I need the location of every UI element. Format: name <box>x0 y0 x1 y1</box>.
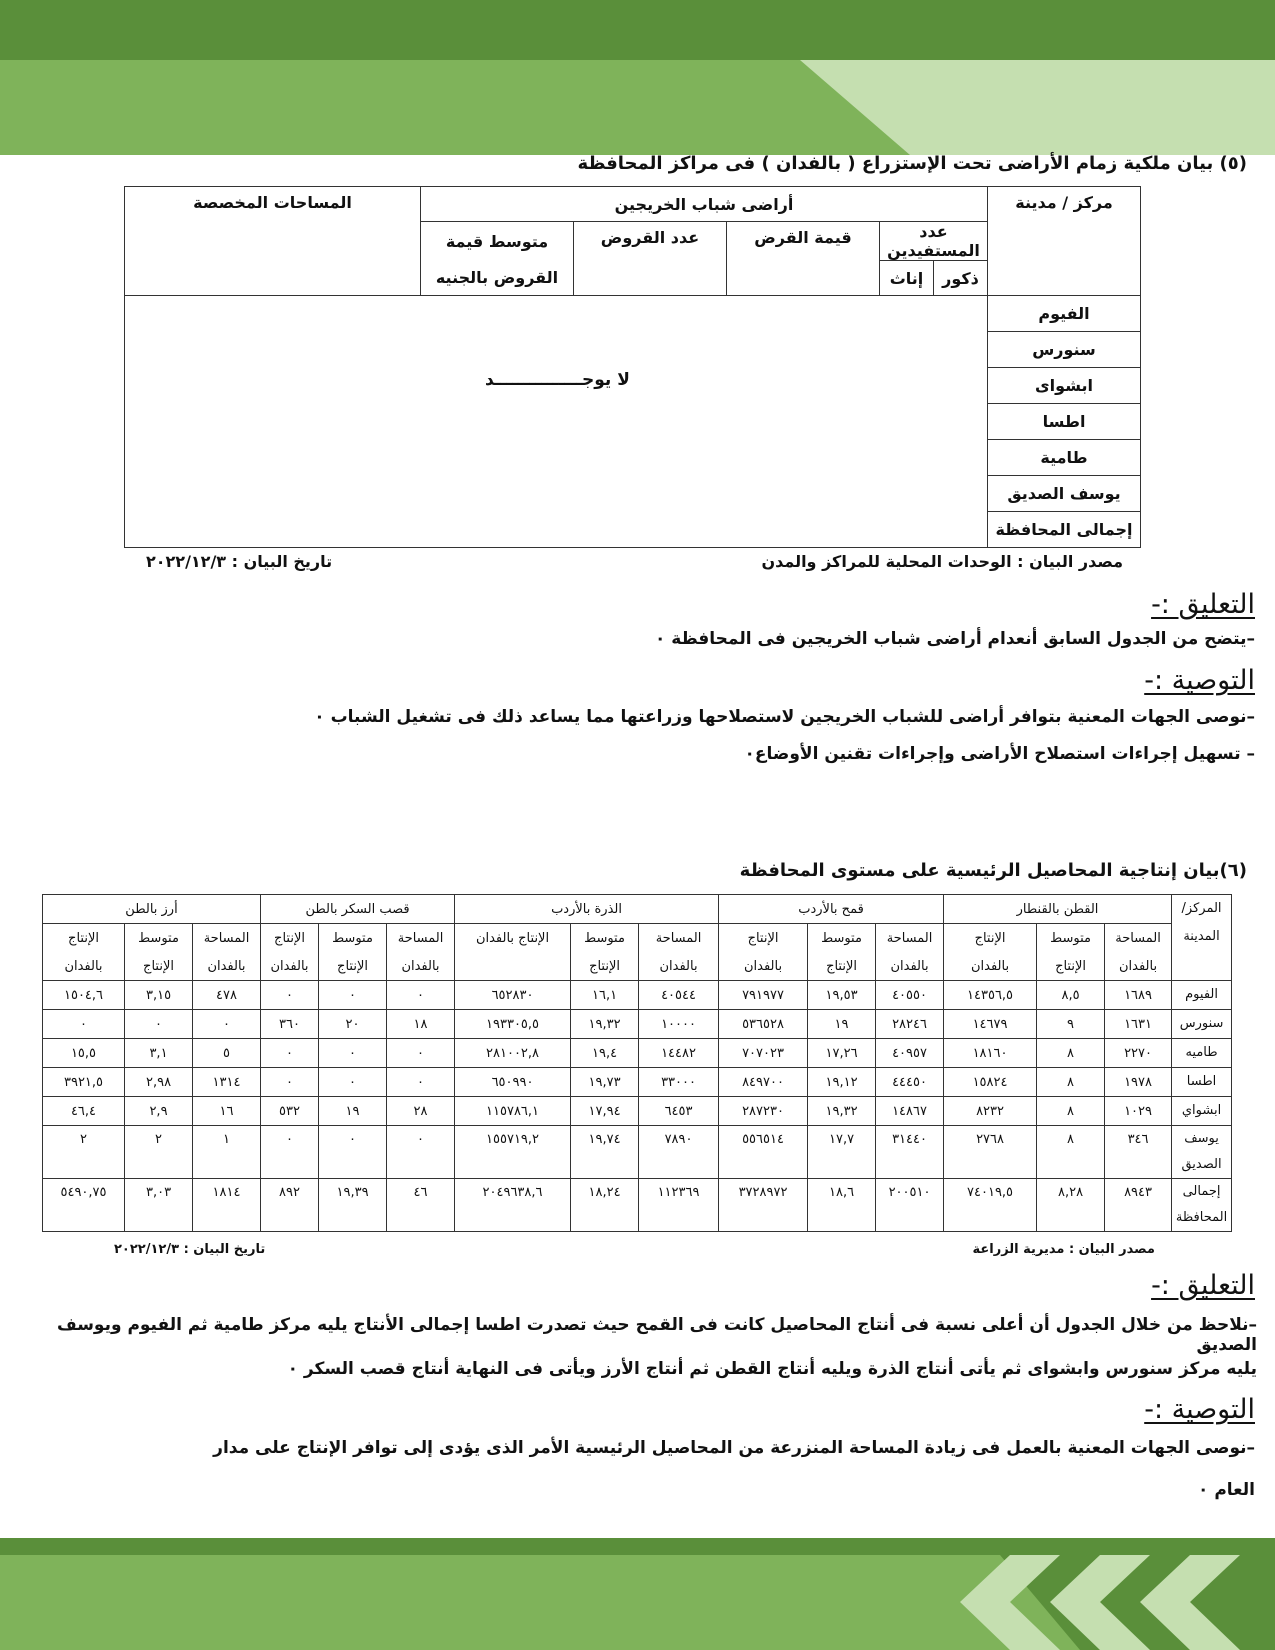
table-cell: ٤٤٤٥٠ <box>876 1068 944 1097</box>
row-center-name-1: ابشواي <box>1181 1103 1222 1118</box>
table-cell: ١٤٨٦٧ <box>876 1097 944 1126</box>
table-cell: ٧٤٠١٩,٥ <box>944 1179 1037 1232</box>
table-cell: ١ <box>193 1126 261 1179</box>
subheader-average: متوسط <box>808 924 876 953</box>
table-cell: ١٩ <box>319 1097 387 1126</box>
row-name: طامية <box>988 440 1141 476</box>
section6-recommend-heading: التوصية :- <box>1144 1394 1255 1425</box>
table-cell: ١٦ <box>193 1097 261 1126</box>
table-cell: ٨٩٢ <box>261 1179 319 1232</box>
table-cell: ١٩,٤ <box>571 1039 639 1068</box>
table-cell: ٢٢٧٠ <box>1105 1039 1172 1068</box>
table-cell: ٣٦٠ <box>261 1010 319 1039</box>
row-center-name-1: الفيوم <box>1185 987 1218 1002</box>
table-cell: ٨ <box>1037 1068 1105 1097</box>
subheader-area: المساحة <box>639 924 719 953</box>
table-row <box>43 1097 1232 1126</box>
table-cell: ٠ <box>387 1068 455 1097</box>
crop-header-sugarcane: قصب السكر بالطن <box>261 895 455 924</box>
footer-decoration <box>0 1535 1275 1650</box>
table-cell: ١٤٣٥٦,٥ <box>944 981 1037 1010</box>
subheader-production: الإنتاج <box>261 924 319 953</box>
section6-comment-heading: التعليق :- <box>1151 1270 1255 1301</box>
header-loan-value: قيمة القرض <box>727 222 880 296</box>
table-row <box>43 1179 1232 1232</box>
row-name: إجمالى المحافظة <box>988 512 1141 548</box>
table-cell: ١٣١٤ <box>193 1068 261 1097</box>
table-row <box>43 1068 1232 1097</box>
table-cell: ٦٤٥٣ <box>639 1097 719 1126</box>
header-center: مركز / مدينة <box>988 187 1141 296</box>
row-center-name-2: المحافظة <box>1175 1210 1228 1225</box>
header-avg-loan-1: متوسط قيمة <box>421 222 574 261</box>
table-cell: ١٩,٣٢ <box>808 1097 876 1126</box>
header-avg-loan-2: القروض بالجنيه <box>421 261 574 296</box>
table-cell: ٠ <box>261 1126 319 1179</box>
subheader-area: المساحة <box>193 924 261 953</box>
table-cell: ٦٥٢٨٣٠ <box>455 981 571 1010</box>
table-cell: ٨ <box>1037 1097 1105 1126</box>
table-cell: ٤٦ <box>387 1179 455 1232</box>
header-females: إناث <box>880 261 934 296</box>
subheader-average-unit: الإنتاج <box>1037 952 1105 981</box>
header-allocated: المساحات المخصصة <box>125 187 421 296</box>
row-name: يوسف الصديق <box>988 476 1141 512</box>
section5-comment-heading: التعليق :- <box>1151 589 1255 620</box>
subheader-production-unit: بالفدان <box>944 952 1037 981</box>
section5-recommend-1: –نوصى الجهات المعنية بتوافر أراضى للشباب الخريجين لاستصلاحها وزراعتها مما يساعد ذلك فى تشغيل الشباب ٠ <box>314 707 1255 727</box>
table-cell: ١٨,٢٤ <box>571 1179 639 1232</box>
header-center <box>1172 895 1232 981</box>
table-cell: ٤٧٨ <box>193 981 261 1010</box>
table-cell: ٧٨٩٠ <box>639 1126 719 1179</box>
subheader-production: الإنتاج <box>719 924 808 953</box>
subheader-area-unit: بالفدان <box>639 952 719 981</box>
table-cell: ٢٠٤٩٦٣٨,٦ <box>455 1179 571 1232</box>
subheader-area-unit: بالفدان <box>193 952 261 981</box>
subheader-area-unit: بالفدان <box>387 952 455 981</box>
table-cell: ٨٢٣٢ <box>944 1097 1037 1126</box>
table-cell: ٥٤٩٠,٧٥ <box>43 1179 125 1232</box>
subheader-average: متوسط <box>1037 924 1105 953</box>
table-cell: ١٠٠٠٠ <box>639 1010 719 1039</box>
table-cell: ٢٨٧٢٣٠ <box>719 1097 808 1126</box>
table-cell: ٢٠ <box>319 1010 387 1039</box>
row-center-name-1: يوسف <box>1184 1131 1219 1146</box>
table-cell: ٤٦,٤ <box>43 1097 125 1126</box>
subheader-production: الإنتاج بالفدان <box>455 924 571 953</box>
row-center-name <box>1172 1010 1232 1039</box>
row-center-name-1: إجمالى <box>1182 1184 1221 1199</box>
table-row <box>43 1126 1232 1179</box>
row-name: سنورس <box>988 332 1141 368</box>
table-cell: ١٤٦٧٩ <box>944 1010 1037 1039</box>
section6-comment-2: يليه مركز سنورس وابشواى ثم يأتى أنتاج الذرة ويليه أنتاج القطن ثم أنتاج الأرز ويأتى فى النهاية أنتاج قصب السكر ٠ <box>287 1359 1257 1379</box>
table-cell: ١٧,٩٤ <box>571 1097 639 1126</box>
table-cell: ١٩٣٣٠٥,٥ <box>455 1010 571 1039</box>
row-center-name <box>1172 1126 1232 1179</box>
table-cell: ١٩,٧٤ <box>571 1126 639 1179</box>
section6-source: مصدر البيان : مديرية الزراعة <box>972 1242 1155 1257</box>
header-males: ذكور <box>934 261 988 296</box>
table-cell: ٠ <box>387 981 455 1010</box>
table-cell: ٦٥٠٩٩٠ <box>455 1068 571 1097</box>
table-cell: ٠ <box>193 1010 261 1039</box>
row-name: اطسا <box>988 404 1141 440</box>
crop-header-cotton: القطن بالقنطار <box>944 895 1172 924</box>
subheader-area: المساحة <box>1105 924 1172 953</box>
table-cell: ١٤٤٨٢ <box>639 1039 719 1068</box>
table-cell: ١٦٣١ <box>1105 1010 1172 1039</box>
subheader-average-unit: الإنتاج <box>571 952 639 981</box>
table-cell: ٨,٢٨ <box>1037 1179 1105 1232</box>
section5-comment-text: –يتضح من الجدول السابق أنعدام أراضى شباب الخريجين فى المحافظة ٠ <box>654 629 1255 649</box>
table-cell: ٠ <box>125 1010 193 1039</box>
table-cell: ٢٨ <box>387 1097 455 1126</box>
row-center-name <box>1172 1179 1232 1232</box>
subheader-production-unit: بالفدان <box>43 952 125 981</box>
table-cell: ١٥,٥ <box>43 1039 125 1068</box>
table-cell: ١١٢٣٦٩ <box>639 1179 719 1232</box>
row-center-name-2: الصديق <box>1181 1157 1222 1172</box>
table-cell: ١٩,٣٢ <box>571 1010 639 1039</box>
subheader-area: المساحة <box>387 924 455 953</box>
land-ownership-table <box>124 186 1141 548</box>
table-cell: ٢ <box>125 1126 193 1179</box>
table-cell: ٣,١٥ <box>125 981 193 1010</box>
table-cell: ٣١٤٤٠ <box>876 1126 944 1179</box>
table-cell: ٣٤٦ <box>1105 1126 1172 1179</box>
crop-header-corn: الذرة بالأردب <box>455 895 719 924</box>
table-cell: ١٨١٤ <box>193 1179 261 1232</box>
section6-date: تاريخ البيان : ٢٠٢٢/١٢/٣ <box>114 1242 266 1257</box>
row-center-name <box>1172 1097 1232 1126</box>
table-cell: ٨ <box>1037 1039 1105 1068</box>
table-cell: ١٩,٧٣ <box>571 1068 639 1097</box>
table-cell: ٥٥٦٥١٤ <box>719 1126 808 1179</box>
header-center-1: المركز/ <box>1181 901 1222 916</box>
table-cell: ٢٧٦٨ <box>944 1126 1037 1179</box>
table-cell: ٠ <box>261 1039 319 1068</box>
table-row <box>43 981 1232 1010</box>
table-cell: ٨٩٤٣ <box>1105 1179 1172 1232</box>
table-cell: ٠ <box>261 1068 319 1097</box>
table-cell: ٢٨١٠٠٢,٨ <box>455 1039 571 1068</box>
subheader-production: الإنتاج <box>43 924 125 953</box>
subheader-area: المساحة <box>876 924 944 953</box>
subheader-average: متوسط <box>125 924 193 953</box>
table-row <box>43 1010 1232 1039</box>
row-center-name-1: اطسا <box>1186 1074 1217 1089</box>
crop-production-table <box>42 894 1232 1232</box>
table-cell: ٣,١ <box>125 1039 193 1068</box>
table-cell: ١٥٥٧١٩,٢ <box>455 1126 571 1179</box>
subheader-average-unit: الإنتاج <box>808 952 876 981</box>
empty-note: لا يوجـــــــــــــــد <box>485 370 630 390</box>
table-cell: ٤٠٥٤٤ <box>639 981 719 1010</box>
table-cell: ٨ <box>1037 1126 1105 1179</box>
table-cell: ٨٤٩٧٠٠ <box>719 1068 808 1097</box>
header-decoration <box>0 0 1275 155</box>
table-cell: ١٦,١ <box>571 981 639 1010</box>
table-cell: ٧٠٧٠٢٣ <box>719 1039 808 1068</box>
header-grad-lands: أراضى شباب الخريجين <box>421 187 988 222</box>
table-cell: ٠ <box>319 1126 387 1179</box>
row-center-name <box>1172 1068 1232 1097</box>
table-cell: ٢,٩٨ <box>125 1068 193 1097</box>
crop-header-wheat: قمح بالأردب <box>719 895 944 924</box>
table-cell: ١١٥٧٨٦,١ <box>455 1097 571 1126</box>
table-cell: ١٦٨٩ <box>1105 981 1172 1010</box>
subheader-average: متوسط <box>571 924 639 953</box>
empty-area <box>125 296 988 548</box>
section6-title: (٦)بيان إنتاجية المحاصيل الرئيسية على مستوى المحافظة <box>739 860 1247 881</box>
subheader-area-unit: بالفدان <box>1105 952 1172 981</box>
section5-title: (٥) بيان ملكية زمام الأراضى تحت الإستزراع ( بالفدان ) فى مراكز المحافظة <box>577 153 1247 174</box>
subheader-average-unit: الإنتاج <box>319 952 387 981</box>
table-cell: ٨,٥ <box>1037 981 1105 1010</box>
row-center-name <box>1172 1039 1232 1068</box>
table-row <box>43 1039 1232 1068</box>
table-cell: ٢,٩ <box>125 1097 193 1126</box>
subheader-average-unit: الإنتاج <box>125 952 193 981</box>
table-cell: ٣٣٠٠٠ <box>639 1068 719 1097</box>
table-cell: ١٩ <box>808 1010 876 1039</box>
table-cell: ٢ <box>43 1126 125 1179</box>
subheader-production-unit: بالفدان <box>261 952 319 981</box>
section6-comment-1: –نلاحظ من خلال الجدول أن أعلى نسبة فى أنتاج المحاصيل كانت فى القمح حيث تصدرت اطسا إجمالى الأنتاج يليه مركز طامية ثم الفيوم ويوسف الصديق <box>56 1315 1257 1355</box>
table-cell: ٠ <box>43 1010 125 1039</box>
table-cell: ١٥٨٢٤ <box>944 1068 1037 1097</box>
section5-source: مصدر البيان : الوحدات المحلية للمراكز والمدن <box>761 552 1123 571</box>
table-cell: ١٩٧٨ <box>1105 1068 1172 1097</box>
table-cell: ١٠٢٩ <box>1105 1097 1172 1126</box>
section5-recommend-2: – تسهيل إجراءات استصلاح الأراضى وإجراءات تقنين الأوضاع٠ <box>744 744 1255 764</box>
section5-date: تاريخ البيان : ٢٠٢٢/١٢/٣ <box>146 552 333 571</box>
table-cell: ٠ <box>319 1039 387 1068</box>
header-center-2: المدينة <box>1183 929 1220 944</box>
table-cell: ١٧,٢٦ <box>808 1039 876 1068</box>
subheader-production-unit: بالفدان <box>719 952 808 981</box>
table-cell: ١٩,٣٩ <box>319 1179 387 1232</box>
table-cell: ٧٩١٩٧٧ <box>719 981 808 1010</box>
table-cell: ١٩,٥٣ <box>808 981 876 1010</box>
table-cell: ٣٧٢٨٩٧٢ <box>719 1179 808 1232</box>
table-cell: ١٧,٧ <box>808 1126 876 1179</box>
table-cell: ٥ <box>193 1039 261 1068</box>
table-cell: ٩ <box>1037 1010 1105 1039</box>
subheader-average: متوسط <box>319 924 387 953</box>
table-cell: ٠ <box>319 1068 387 1097</box>
table-cell: ١٨,٦ <box>808 1179 876 1232</box>
table-cell: ٤٠٩٥٧ <box>876 1039 944 1068</box>
table-cell: ٣,٠٣ <box>125 1179 193 1232</box>
table-cell: ٠ <box>261 981 319 1010</box>
header-beneficiaries: عدد المستفيدين <box>880 222 988 261</box>
row-center-name-1: طاميه <box>1185 1045 1218 1060</box>
section5-recommend-heading: التوصية :- <box>1144 665 1255 696</box>
header-loan-count: عدد القروض <box>574 222 727 296</box>
row-center-name-1: سنورس <box>1179 1016 1224 1031</box>
table-cell: ١٥٠٤,٦ <box>43 981 125 1010</box>
subheader-area-unit: بالفدان <box>876 952 944 981</box>
subheader-production-unit <box>455 952 571 981</box>
table-cell: ٠ <box>319 981 387 1010</box>
row-name: ابشواى <box>988 368 1141 404</box>
table-cell: ٤٠٥٥٠ <box>876 981 944 1010</box>
section6-recommend-2: العام ٠ <box>1198 1480 1255 1500</box>
crop-header-rice: أرز بالطن <box>43 895 261 924</box>
table-cell: ١٨ <box>387 1010 455 1039</box>
row-name: الفيوم <box>988 296 1141 332</box>
table-cell: ٠ <box>387 1126 455 1179</box>
table-cell: ٣٩٢١,٥ <box>43 1068 125 1097</box>
table-cell: ٥٣٢ <box>261 1097 319 1126</box>
table-cell: ٢٠٠٥١٠ <box>876 1179 944 1232</box>
section6-recommend-1: –نوصى الجهات المعنية بالعمل فى زيادة المساحة المنزرعة من المحاصيل الرئيسية الأمر الذى يؤدى إلى توافر الإنتاج على مدار <box>213 1438 1255 1458</box>
table-cell: ١٨١٦٠ <box>944 1039 1037 1068</box>
table-cell: ٠ <box>387 1039 455 1068</box>
row-center-name <box>1172 981 1232 1010</box>
table-cell: ١٩,١٢ <box>808 1068 876 1097</box>
subheader-production: الإنتاج <box>944 924 1037 953</box>
table-cell: ٥٣٦٥٢٨ <box>719 1010 808 1039</box>
table-cell: ٢٨٢٤٦ <box>876 1010 944 1039</box>
